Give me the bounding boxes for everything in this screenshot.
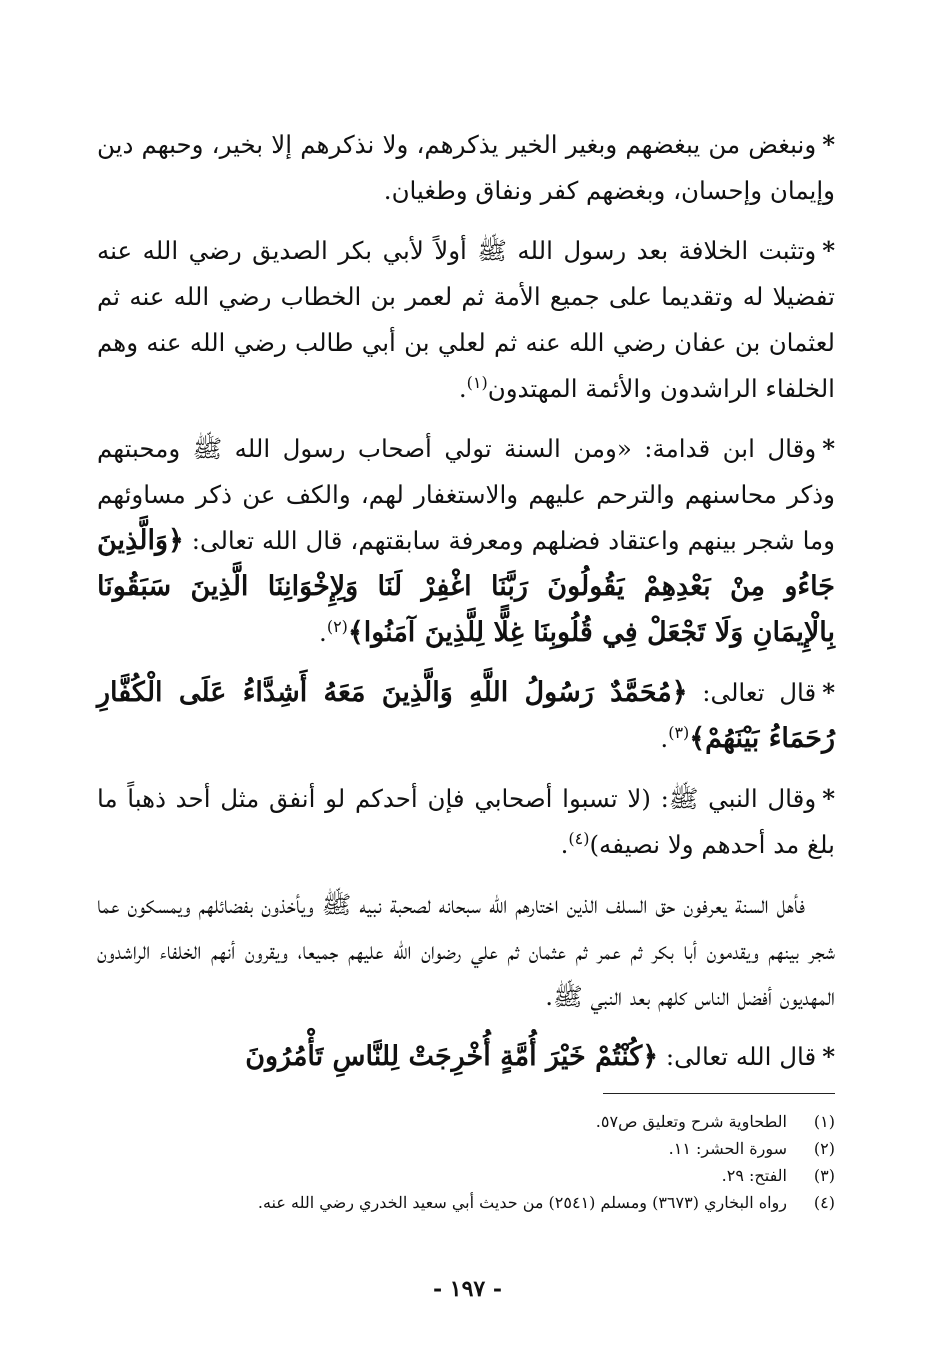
footnote-text: الطحاوية شرح وتعليق ص٥٧. [595,1112,787,1131]
paragraph-star-marker: * [822,678,835,707]
footnote-reference: (٣) [668,722,690,742]
paragraph-caliphate [97,228,835,412]
page-number: - ١٩٧ - [432,1276,503,1302]
footnote-divider [603,1093,835,1094]
paragraph-hadith [97,776,835,868]
paragraph-ibn-qudama [97,426,835,656]
footnote-item [97,1108,835,1135]
paragraph-best-nation [97,1034,835,1080]
footnote-number: (٢) [813,1139,835,1158]
paragraph-star-marker: * [822,236,835,265]
paragraph-star-marker: * [822,784,835,813]
paragraph-text: ونبغض من يبغضهم وبغير الخير يذكرهم، ولا نذكرهم إلا بخير، وحبهم دين وإيمان وإحسان، وبغضهم كفر ونفاق وطغيان. [97,130,835,205]
footnote-reference: (٤) [568,828,590,848]
footnote-item [97,1135,835,1162]
paragraph-star-marker: * [822,434,835,463]
footnote-number: (٤) [813,1193,835,1212]
paragraph-tail: . [319,618,327,647]
quran-verse: ﴿مُحَمَّدٌ رَسُولُ اللَّهِ وَالَّذِينَ مَعَهُ أَشِدَّاءُ عَلَى الْكُفَّارِ رُحَمَاءُ بَيْنَهُمْ﴾ [97,677,835,754]
footnote-number: (١) [813,1112,835,1131]
footnote-reference: (٢) [326,616,348,636]
footnotes-list [97,1108,835,1216]
paragraph-text: فأهل السنة يعرفون حق السلف الذين اختارهم الله سبحانه لصحبة نبيه ﷺ ويأخذون بفضائلهم ويمسكون عما شجر بينهم ويقدمون أبا بكر ثم عمر ثم عثمان ثم علي رضوان الله عليهم جميعا، ويقرون أنهم الخلفاء الراشدون المهديون أفضل الناس كلهم بعد النبي ﷺ. [97,890,835,1011]
paragraph-love-companions [97,122,835,214]
footnote-text: سورة الحشر: ١١. [668,1139,787,1158]
footnote-item [97,1189,835,1216]
paragraph-star-marker: * [822,1042,835,1071]
paragraph-verse-muhammad [97,670,835,762]
quran-verse: ﴿وَالَّذِينَ جَاءُو مِنْ بَعْدِهِمْ يَقُولُونَ رَبَّنَا اغْفِرْ لَنَا وَلِإِخْوَانِنَا الَّذِينَ سَبَقُونَا بِالْإِيمَانِ وَلَا تَجْعَلْ فِي قُلُوبِنَا غِلًّا لِلَّذِينَ آمَنُوا﴾ [97,525,835,648]
footnote-text: رواه البخاري (٣٦٧٣) ومسلم (٢٥٤١) من حديث أبي سعيد الخدري رضي الله عنه. [257,1193,787,1212]
paragraph-tail: . [458,374,467,403]
paragraph-ahl-sunnah [97,882,835,1020]
paragraph-text: وتثبت الخلافة بعد رسول الله ﷺ أولاً لأبي بكر الصديق رضي الله عنه تفضيلا له وتقديما على جميع الأمة ثم لعمر بن الخطاب رضي الله عنه ثم لعثمان بن عفان رضي الله عنه ثم لعلي بن أبي طالب رضي الله عنه وهم الخلفاء الراشدون والأئمة المهتدون [97,236,835,403]
footnote-number: (٣) [813,1166,835,1185]
paragraph-text: قال تعالى: [702,678,817,707]
paragraph-text: وقال النبي ﷺ: (لا تسبوا أصحابي فإن أحدكم لو أنفق مثل أحد ذهباً ما بلغ مد أحدهم ولا نصيفه) [97,784,835,859]
paragraph-tail: . [660,724,669,753]
footnote-item [97,1162,835,1189]
paragraph-text: وقال ابن قدامة: «ومن السنة تولي أصحاب رسول الله ﷺ ومحبتهم وذكر محاسنهم والترحم عليهم والاستغفار لهم، والكف عن ذكر مساوئهم وما شجر بينهم واعتقاد فضلهم ومعرفة سابقتهم، قال الله تعالى: [97,434,835,555]
paragraph-text: قال الله تعالى: [665,1042,817,1071]
quran-verse: ﴿كُنْتُمْ خَيْرَ أُمَّةٍ أُخْرِجَتْ لِلنَّاسِ تَأْمُرُونَ [245,1041,659,1072]
paragraph-tail: . [560,830,569,859]
main-text [97,122,835,1094]
footnote-reference: (١) [466,372,488,392]
footnote-text: الفتح: ٢٩. [721,1166,787,1185]
paragraph-star-marker: * [822,130,835,159]
